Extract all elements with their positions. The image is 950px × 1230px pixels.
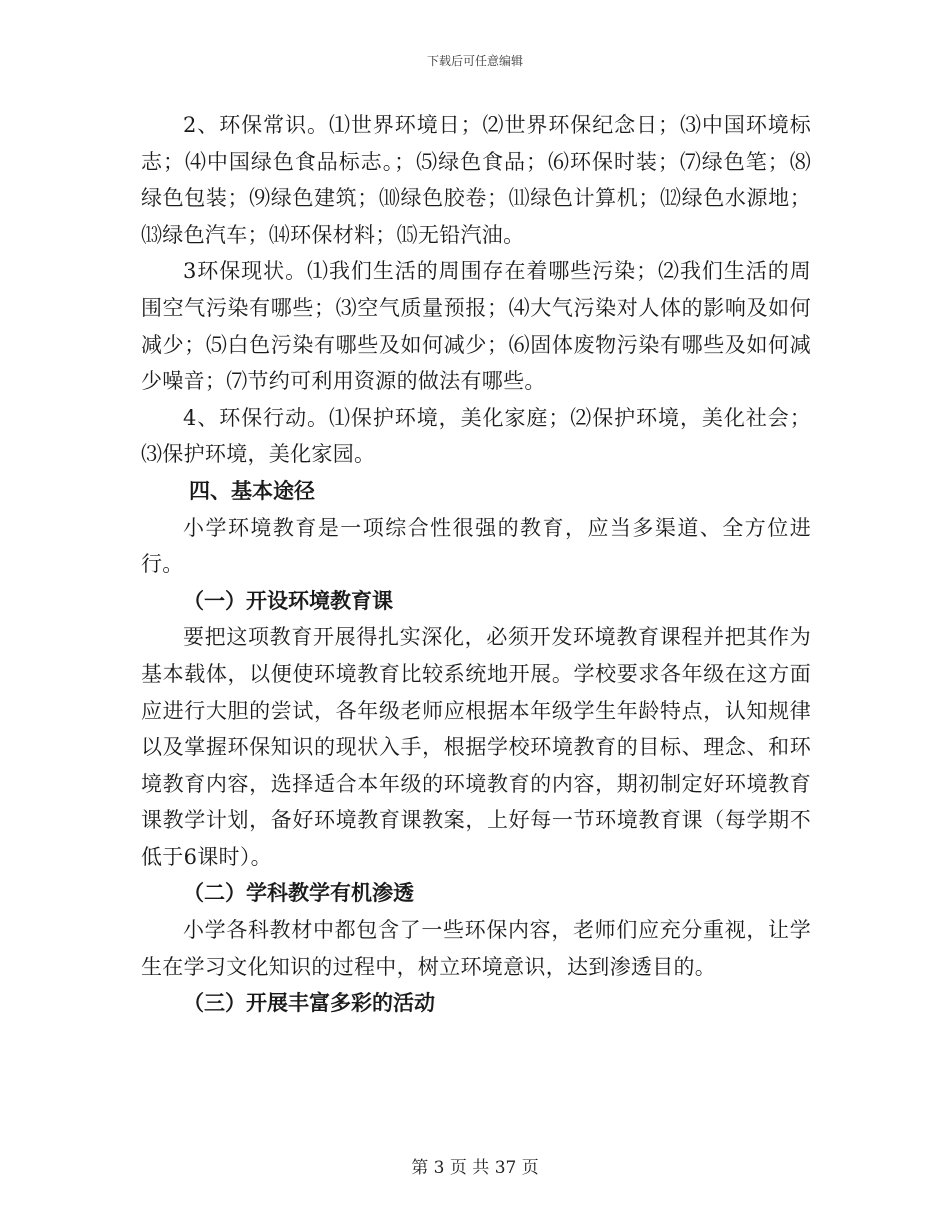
paragraph-env-knowledge: 2、环保常识。⑴世界环境日；⑵世界环保纪念日；⑶中国环境标志；⑷中国绿色食品标志。；⑸绿色食品；⑹环保时装；⑺绿色笔；⑻绿色包装；⑼绿色建筑；⑽绿色胶卷；⑾绿色计算机；⑿绿色水源地；⒀绿色汽车；⒁环保材料；⒂无铅汽油。 bbox=[141, 113, 811, 247]
paragraph-env-status: 3环保现状。⑴我们生活的周围存在着哪些污染；⑵我们生活的周围空气污染有哪些；⑶空气质量预报；⑷大气污染对人体的影响及如何减少；⑸白色污染有哪些及如何减少；⑹固体废物污染有哪些及如何减少噪音；⑺节约可利用资源的做法有哪些。 bbox=[141, 259, 811, 394]
paragraph-env-action: 4、环保行动。⑴保护环境，美化家庭；⑵保护环境，美化社会；⑶保护环境，美化家园。 bbox=[141, 405, 811, 467]
page-footer: 第 3 页 共 37 页 bbox=[411, 1158, 539, 1178]
paragraph-approach-intro: 小学环境教育是一项综合性很强的教育，应当多渠道、全方位进行。 bbox=[141, 515, 811, 577]
document-body bbox=[141, 107, 811, 1022]
section-heading-basic-approach: 四、基本途径 bbox=[189, 477, 315, 503]
paragraph-env-course: 要把这项教育开展得扎实深化，必须开发环境教育课程并把其作为基本载体，以便使环境教育比较系统地开展。学校要求各年级在这方面应进行大胆的尝试，各年级老师应根据本年级学生年龄特点，认知规律以及掌握环保知识的现状入手，根据学校环境教育的目标、理念、和环境教育内容，选择适合本年级的环境教育的内容，期初制定好环境教育课教学计划，备好环境教育课教案，上好每一节环境教育课（每学期不低于6课时）。 bbox=[141, 625, 811, 869]
paragraph-subject-integration: 小学各科教材中都包含了一些环保内容，老师们应充分重视，让学生在学习文化知识的过程中，树立环境意识，达到渗透目的。 bbox=[141, 918, 811, 979]
subheading-subject-integration: （二）学科教学有机渗透 bbox=[183, 880, 414, 906]
subheading-activities: （三）开展丰富多彩的活动 bbox=[183, 990, 435, 1016]
subheading-env-course: （一）开设环境教育课 bbox=[183, 587, 393, 613]
page-header: 下载后可任意编辑 bbox=[426, 54, 523, 68]
